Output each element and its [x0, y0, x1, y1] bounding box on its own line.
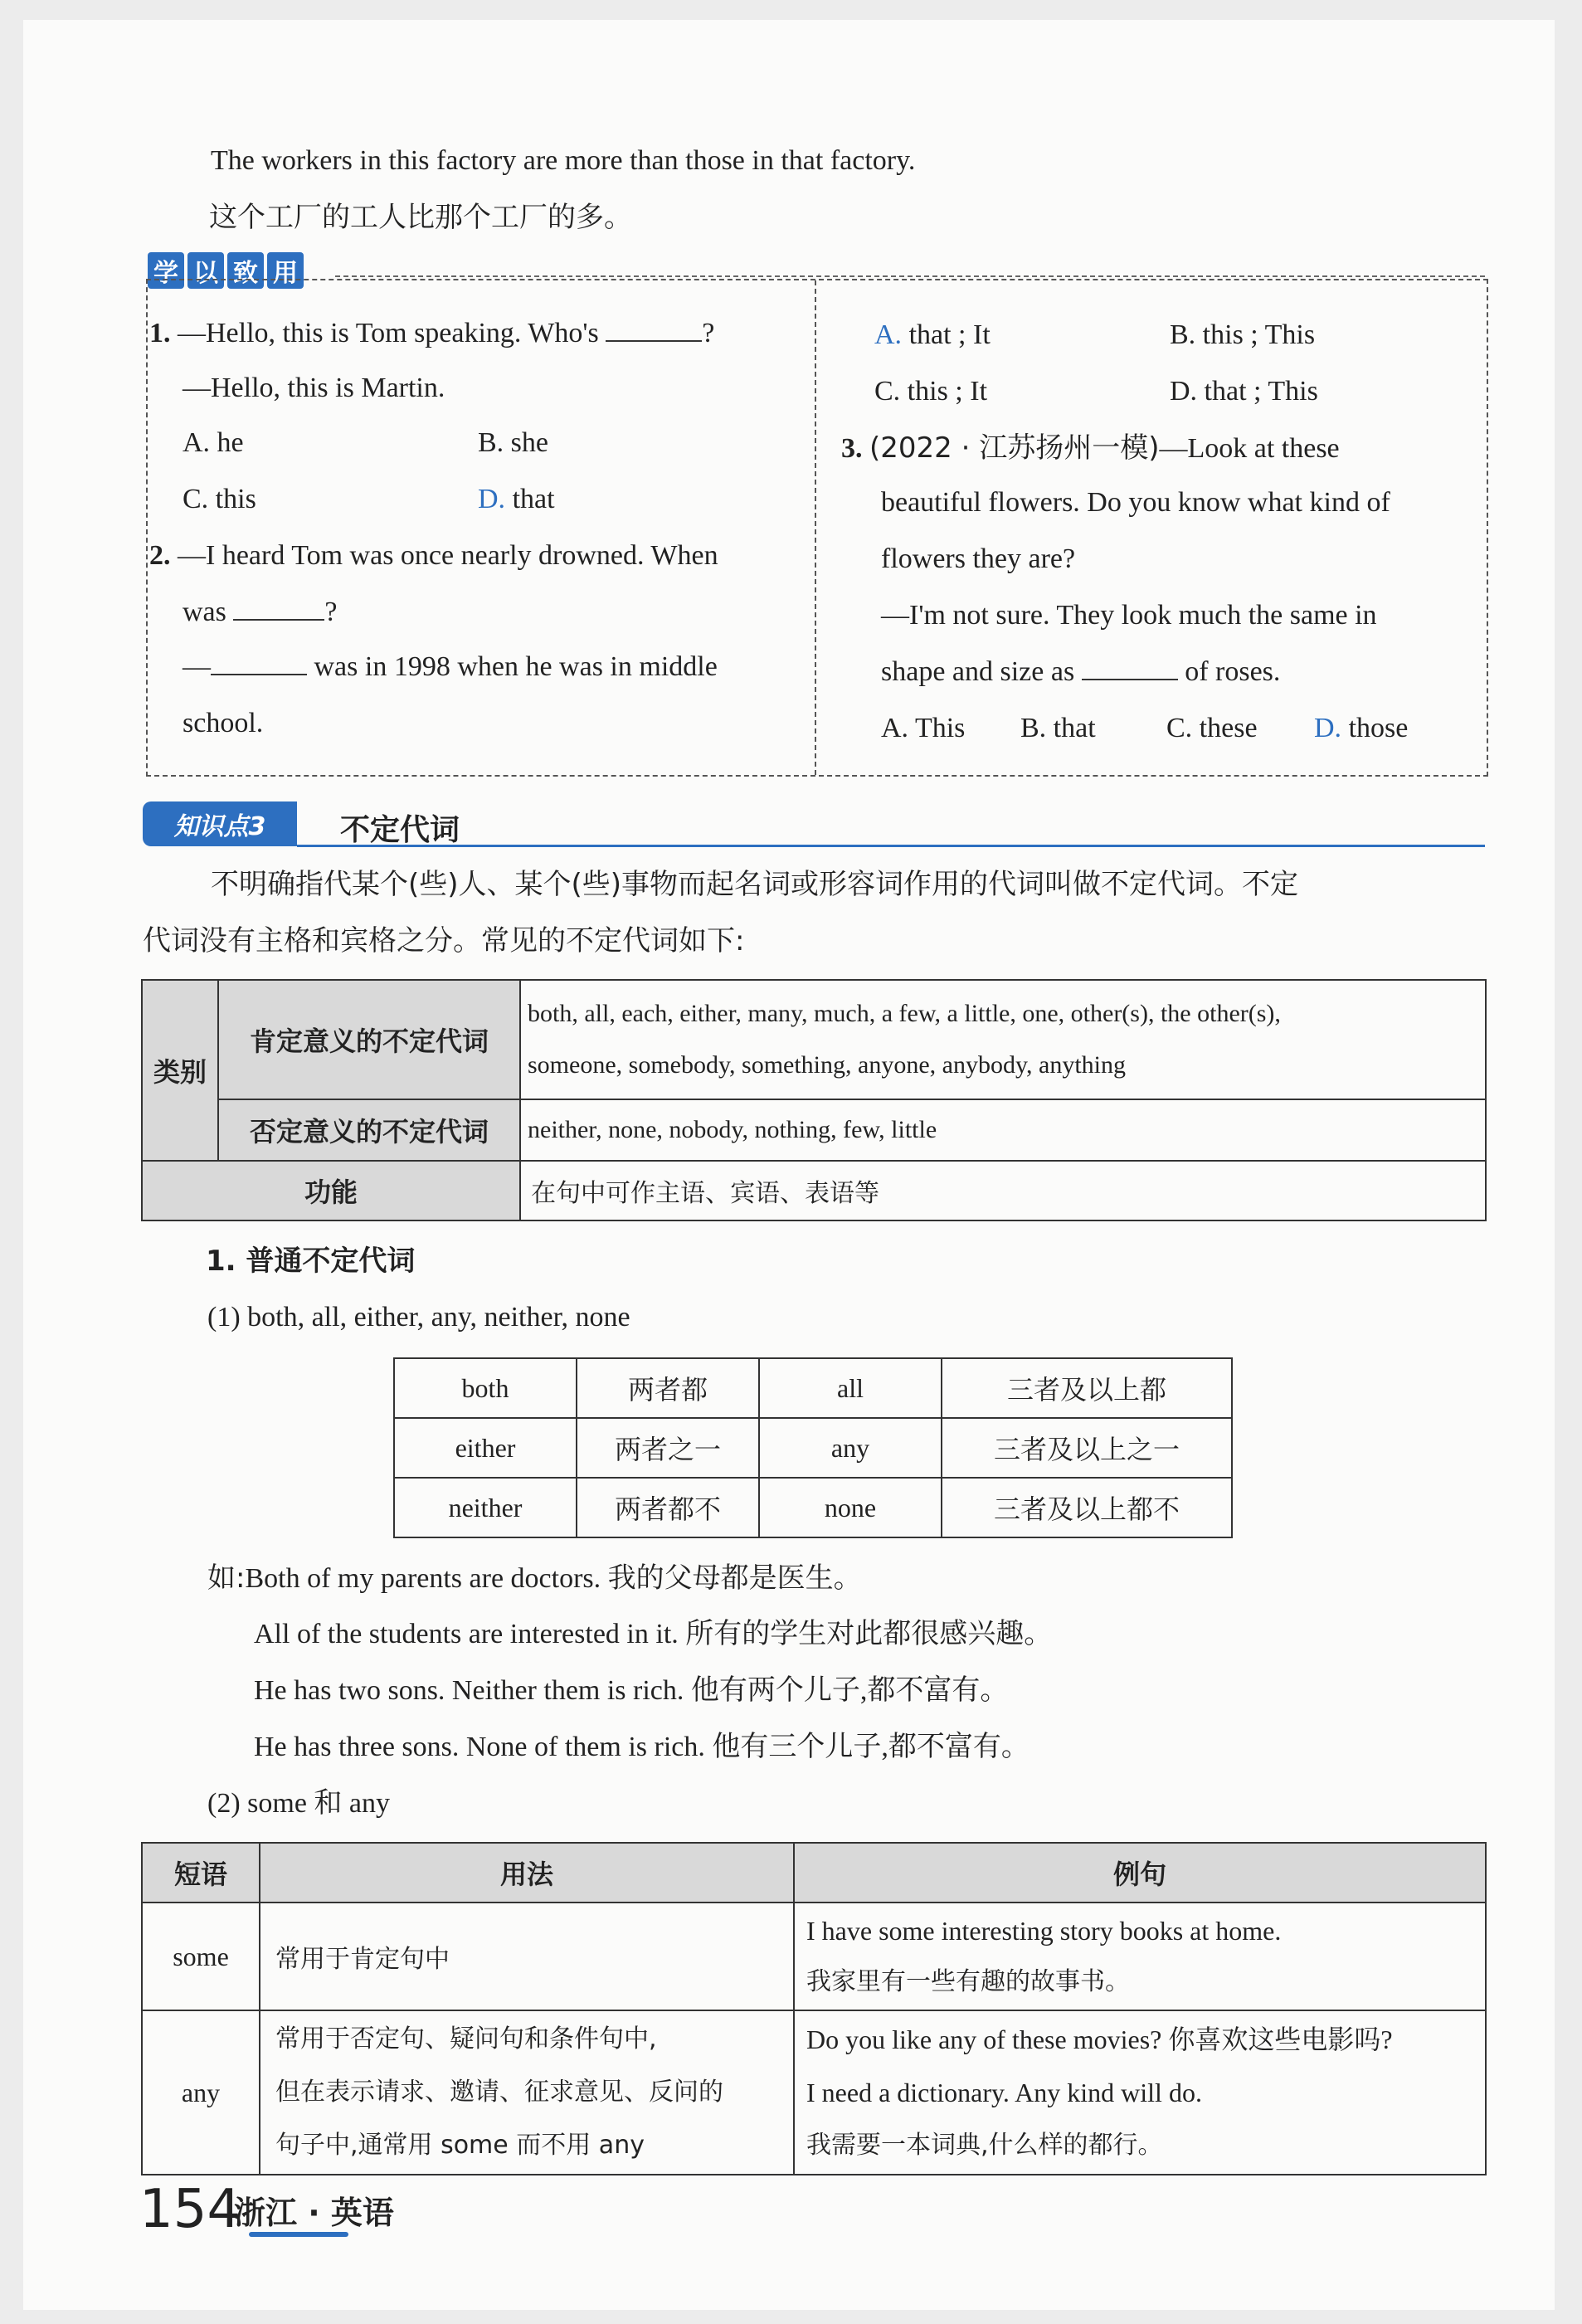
q1-option-a: A. he	[183, 427, 244, 458]
function-value: 在句中可作主语、宾语、表语等	[520, 1161, 1486, 1220]
q2-line1: 2. —I heard Tom was once nearly drowned. When	[149, 540, 718, 571]
q3-option-c: C. these	[1166, 713, 1258, 743]
section-title: 不定代词	[340, 813, 460, 847]
table2-cell: 两者之一	[577, 1418, 759, 1478]
function-label: 功能	[142, 1161, 520, 1220]
table2-cell: both	[394, 1358, 577, 1418]
table2-cell: none	[759, 1478, 942, 1537]
q3-option-b: B. that	[1020, 713, 1096, 743]
q1-blank	[606, 317, 702, 342]
table2-cell: 三者及以上之一	[942, 1418, 1232, 1478]
table2-cell: any	[759, 1418, 942, 1478]
some-cell: some	[142, 1903, 260, 2010]
q2-option-b: B. this ; This	[1170, 319, 1316, 350]
negative-label: 否定意义的不定代词	[218, 1099, 520, 1161]
any-usage: 常用于否定句、疑问句和条件句中, 但在表示请求、邀请、征求意见、反问的 句子中,通常用 some 而不用 any	[260, 2010, 794, 2175]
table2-cell: all	[759, 1358, 942, 1418]
table2-cell: 三者及以上都不	[942, 1478, 1232, 1537]
subsection-1-item2: (2) some 和 any	[207, 1788, 391, 1819]
q3-line1: 3. (2022 · 江苏扬州一模)—Look at these	[841, 431, 1340, 465]
header-example: 例句	[794, 1843, 1486, 1903]
q3-line5: shape and size as of roses.	[881, 656, 1281, 687]
practice-badge: 学 以 致 用	[148, 252, 307, 292]
practice-top-rule	[335, 275, 1485, 277]
q1-option-d: D. that	[478, 484, 555, 514]
subsection-1-item1: (1) both, all, either, any, neither, none	[207, 1302, 630, 1333]
subsection-1-title: 1. 普通不定代词	[206, 1245, 416, 1278]
pronoun-category-table	[141, 979, 1487, 1221]
example-1: 如:Both of my parents are doctors. 我的父母都是医生。	[207, 1562, 862, 1595]
q1-line2: —Hello, this is Martin.	[183, 373, 445, 403]
intro-sentence-zh: 这个工厂的工人比那个工厂的多。	[209, 201, 632, 234]
positive-label: 肯定意义的不定代词	[218, 980, 520, 1099]
page-number: 154	[139, 2179, 241, 2240]
q3-line3: flowers they are?	[881, 543, 1076, 574]
header-phrase: 短语	[142, 1843, 260, 1903]
q3-line2: beautiful flowers. Do you know what kind of	[881, 487, 1390, 518]
header-usage: 用法	[260, 1843, 794, 1903]
any-cell: any	[142, 2010, 260, 2175]
category-header: 类别	[142, 980, 218, 1161]
q2-option-a: A. that ; It	[874, 319, 991, 350]
q1-line1: 1. —Hello, this is Tom speaking. Who's ?	[149, 318, 715, 348]
common-pronoun-table	[393, 1357, 1233, 1538]
q2-blank-2	[211, 650, 307, 675]
negative-values: neither, none, nobody, nothing, few, little	[520, 1099, 1486, 1161]
section-para-line2: 代词没有主格和宾格之分。常见的不定代词如下:	[143, 924, 745, 957]
any-example: Do you like any of these movies? 你喜欢这些电影吗? I need a dictionary. Any kind will do. 我需要一本词典,什么样的都行。	[794, 2010, 1486, 2175]
q3-line4: —I'm not sure. They look much the same in	[881, 600, 1377, 631]
q1-option-b: B. she	[478, 427, 548, 458]
example-2: All of the students are interested in it. 所有的学生对此都很感兴趣。	[254, 1619, 1053, 1649]
q3-blank	[1082, 655, 1178, 680]
q2-blank-1	[233, 596, 324, 621]
q2-line3: — was in 1998 when he was in middle	[183, 651, 718, 682]
intro-sentence-en: The workers in this factory are more than those in that factory.	[211, 145, 916, 176]
q3-option-a: A. This	[881, 713, 966, 743]
table2-cell: 三者及以上都	[942, 1358, 1232, 1418]
table2-cell: 两者都	[577, 1358, 759, 1418]
footer-label: 浙江 · 英语	[234, 2195, 394, 2231]
footer-accent-bar	[249, 2232, 348, 2237]
q2-line2: was ?	[183, 597, 338, 627]
example-3: He has two sons. Neither them is rich. 他有两个儿子,都不富有。	[254, 1675, 1009, 1706]
section-rule	[297, 845, 1485, 847]
section-para-line1: 不明确指代某个(些)人、某个(些)事物而起名词或形容词作用的代词叫做不定代词。不定	[211, 868, 1299, 901]
q1-option-c: C. this	[183, 484, 256, 514]
practice-divider	[815, 280, 816, 775]
section-badge: 知识点3	[143, 801, 297, 846]
some-any-table	[141, 1842, 1487, 2175]
example-4: He has three sons. None of them is rich. 他有三个儿子,都不富有。	[254, 1732, 1030, 1762]
table2-cell: 两者都不	[577, 1478, 759, 1537]
q2-option-d: D. that ; This	[1170, 376, 1318, 407]
q2-line4: school.	[183, 708, 264, 738]
practice-box	[146, 279, 1488, 777]
some-usage: 常用于肯定句中	[260, 1903, 794, 2010]
table2-cell: neither	[394, 1478, 577, 1537]
some-example: I have some interesting story books at home. 我家里有一些有趣的故事书。	[794, 1903, 1486, 2010]
q3-option-d: D. those	[1314, 713, 1409, 743]
q2-option-c: C. this ; It	[874, 376, 988, 407]
table2-cell: either	[394, 1418, 577, 1478]
positive-values: both, all, each, either, many, much, a few, a little, one, other(s), the other(s), someone, somebody, something, anyone, anybody, anything	[520, 980, 1486, 1099]
